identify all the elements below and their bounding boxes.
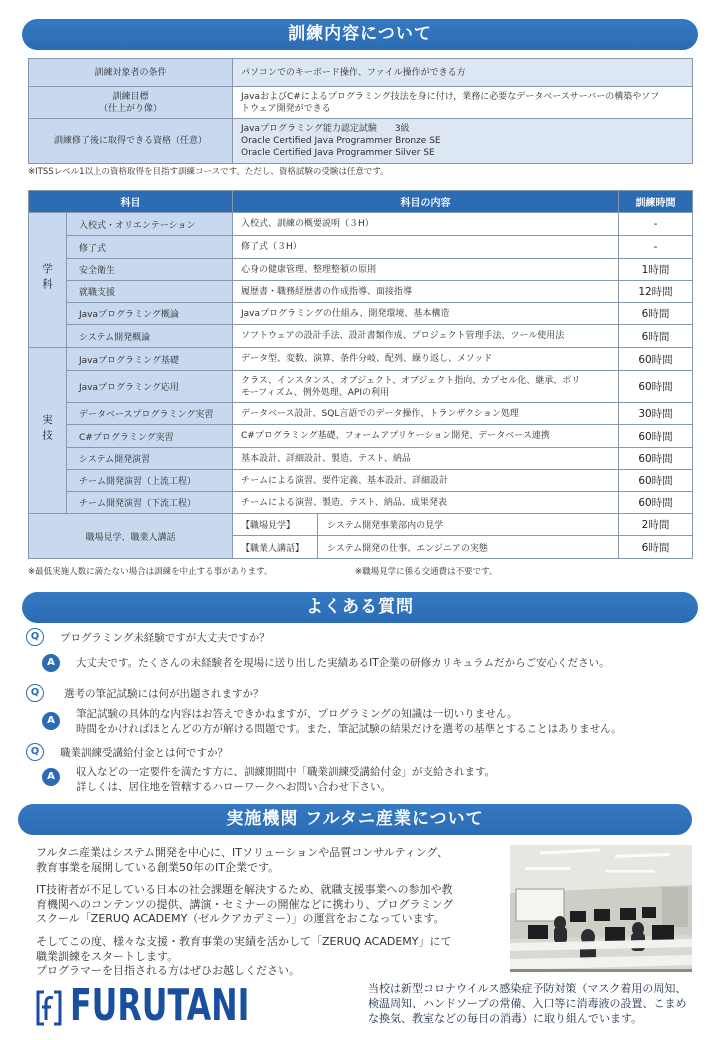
extra-label: 職場見学、職業人講話	[29, 514, 233, 559]
faq-question: プログラミング未経験ですが大丈夫ですか？	[60, 632, 270, 644]
group-cell-jitsugi	[29, 348, 67, 514]
subject-name: システム開発概論	[67, 325, 233, 348]
subject-hours: 1時間	[619, 259, 693, 281]
section-banner-faq: よくある質問	[22, 592, 698, 623]
subject-content: クラス、インスタンス、オブジェクト、オブジェクト指向、カプセル化、継承、ポリモーフィズム、例外処理、APIの利用	[233, 371, 619, 403]
subject-hours: 60時間	[619, 470, 693, 492]
subject-content: 心身の健康管理、整理整頓の原則	[233, 259, 619, 281]
extra-hours: 6時間	[619, 536, 693, 559]
photo-wall-panel	[662, 887, 688, 927]
subject-hours: 60時間	[619, 371, 693, 403]
subject-name: Javaプログラミング基礎	[67, 348, 233, 371]
answer-circle-icon: A	[42, 654, 60, 672]
subject-name: Javaプログラミング応用	[67, 371, 233, 403]
curriculum-table	[28, 190, 693, 559]
subject-name: C#プログラミング実習	[67, 425, 233, 448]
table-row	[29, 87, 693, 119]
table-row	[29, 492, 693, 514]
company-paragraph: そしてこの度、様々な支援・教育事業の実績を活かして「ZERUQ ACADEMY」にて 職業訓練をスタートします。 プログラマーを目指される方はぜひお越しください。	[36, 935, 452, 977]
subject-content: チームによる演習、要件定義、基本設計、詳細設計	[233, 470, 619, 492]
extra-content: システム開発の仕事、エンジニアの実態	[318, 536, 619, 559]
subject-name: システム開発演習	[67, 448, 233, 470]
subject-hours: 60時間	[619, 425, 693, 448]
table-row	[29, 325, 693, 348]
subject-hours: 6時間	[619, 325, 693, 348]
table-row	[29, 119, 693, 164]
extra-content: システム開発事業部内の見学	[318, 514, 619, 536]
subject-content: 履歴書・職務経歴書の作成指導、面接指導	[233, 281, 619, 303]
subject-name: データベースプログラミング実習	[67, 403, 233, 425]
requirements-table	[28, 58, 693, 164]
subject-name: 修了式	[67, 236, 233, 259]
curriculum-note-transport: ※職場見学に係る交通費は不要です。	[355, 567, 498, 577]
table-row	[29, 348, 693, 371]
requirement-value: JavaおよびC#によるプログラミング技法を身に付け，業務に必要なデータベースサーバーの構築やソフトウェア開発ができる	[233, 87, 693, 119]
section-banner-company: 実施機関 フルタニ産業について	[18, 804, 692, 835]
subject-content: データ型、変数、演算、条件分岐、配列、繰り返し、メソッド	[233, 348, 619, 371]
subject-content: Javaプログラミングの仕組み、開発環境、基本構造	[233, 303, 619, 325]
subject-content: データベース設計、SQL言語でのデータ操作、トランザクション処理	[233, 403, 619, 425]
table-row	[29, 59, 693, 87]
subject-hours: 60時間	[619, 492, 693, 514]
subject-hours: -	[619, 236, 693, 259]
question-circle-icon: Q	[26, 628, 44, 646]
subject-name: 入校式・オリエンテーション	[67, 213, 233, 236]
requirements-note: ※ITSSレベル1以上の資格取得を目指す訓練コースです。ただし、資格試験の受験は任意です。	[28, 167, 389, 177]
faq-answer: 大丈夫です。たくさんの未経験者を現場に送り出した実績あるIT企業の研修カリキュラムだからご安心ください。	[76, 657, 610, 669]
subject-content: ソフトウェアの設計手法、設計書類作成、プロジェクト管理手法、ツール使用法	[233, 325, 619, 348]
table-row	[29, 303, 693, 325]
logo-bracket-right	[54, 992, 60, 1024]
header-subject: 科目	[29, 191, 233, 213]
furutani-logo-text: FURUTANI	[70, 980, 250, 1031]
subject-content: 修了式（３H）	[233, 236, 619, 259]
faq-answer: 筆記試験の具体的な内容はお答えできかねますが、プログラミングの知識は一切いりません。 時間をかければほとんどの方が解ける問題です。また、筆記試験の結果だけを選考の基準とすることはありません。	[76, 708, 622, 735]
table-row	[29, 448, 693, 470]
extra-hours: 2時間	[619, 514, 693, 536]
subject-content: 基本設計、詳細設計、製造、テスト、納品	[233, 448, 619, 470]
company-paragraph: IT技術者が不足している日本の社会課題を解決するため、就職支援事業への参加や教 育機関へのコンテンツの提供、講演・セミナーの開催などに携わり、プログラミング スクール「ZERUQ ACADEMY（ゼルクアカデミー）」の運営をおこなっています。	[36, 883, 454, 925]
faq-question: 職業訓練受講給付金とは何ですか？	[60, 747, 228, 759]
subject-hours: 6時間	[619, 303, 693, 325]
photo-whiteboard	[516, 889, 564, 921]
subject-hours: 60時間	[619, 448, 693, 470]
table-row	[29, 514, 693, 536]
subject-name: 安全衛生	[67, 259, 233, 281]
subject-hours: 30時間	[619, 403, 693, 425]
subject-content: C#プログラミング基礎、フォームアプリケーション開発、データベース連携	[233, 425, 619, 448]
question-circle-icon: Q	[26, 684, 44, 702]
extra-tag: 【職業人講話】	[233, 536, 318, 559]
header-content: 科目の内容	[233, 191, 619, 213]
covid-notice: 当校は新型コロナウイルス感染症予防対策（マスク着用の周知、 検温周知、ハンドソープの常備、入口等に消毒液の設置、こまめ な換気、教室などの毎日の消毒）に取り組んでいます。	[368, 982, 687, 1025]
requirement-label: 訓練目標 （仕上がり像）	[29, 87, 233, 119]
subject-name: Javaプログラミング概論	[67, 303, 233, 325]
answer-circle-icon: A	[42, 768, 60, 786]
classroom-photo	[510, 845, 692, 972]
faq-question: 選考の筆記試験には何が出題されますか？	[64, 688, 264, 700]
requirement-value: パソコンでのキーボード操作、ファイル操作ができる方	[233, 59, 693, 87]
curriculum-note-minimum: ※最低実施人数に満たない場合は訓練を中止する事があります。	[28, 567, 273, 577]
table-row	[29, 425, 693, 448]
table-row	[29, 213, 693, 236]
table-row	[29, 259, 693, 281]
photo-floor	[510, 969, 692, 972]
furutani-logo-mark-icon	[34, 988, 64, 1028]
subject-name: チーム開発演習（上流工程）	[67, 470, 233, 492]
faq-answer: 収入などの一定要件を満たす方に、訓練期間中「職業訓練受講給付金」が支給されます。 詳しくは、居住地を管轄するハローワークへお問い合わせ下さい。	[76, 766, 496, 793]
answer-circle-icon: A	[42, 712, 60, 730]
subject-hours: 60時間	[619, 348, 693, 371]
group-label: 実技	[41, 413, 53, 445]
header-hours: 訓練時間	[619, 191, 693, 213]
extra-tag: 【職場見学】	[233, 514, 318, 536]
section-banner-training: 訓練内容について	[22, 19, 698, 50]
table-row	[29, 470, 693, 492]
group-label: 学科	[41, 263, 53, 294]
company-paragraph: フルタニ産業はシステム開発を中心に、ITソリューションや品質コンサルティング、 教育事業を展開している創業50年のIT企業です。	[36, 846, 449, 874]
table-row	[29, 403, 693, 425]
requirement-label: 訓練対象者の条件	[29, 59, 233, 87]
table-row	[29, 371, 693, 403]
subject-name: 就職支援	[67, 281, 233, 303]
subject-content: チームによる演習、製造、テスト、納品、成果発表	[233, 492, 619, 514]
logo-letter-f	[42, 997, 53, 1020]
group-cell-gakka	[29, 213, 67, 348]
subject-content: 入校式、訓練の概要説明（３H）	[233, 213, 619, 236]
subject-name: チーム開発演習（下流工程）	[67, 492, 233, 514]
subject-hours: 12時間	[619, 281, 693, 303]
requirement-value: Javaプログラミング能力認定試験 3級 Oracle Certified Java Programmer Bronze SE Oracle Certified Java Programmer Silver SE	[233, 119, 693, 164]
subject-hours: -	[619, 213, 693, 236]
question-circle-icon: Q	[26, 743, 44, 761]
table-row	[29, 281, 693, 303]
table-row	[29, 236, 693, 259]
table-header-row	[29, 191, 693, 213]
requirement-label: 訓練修了後に取得できる資格（任意）	[29, 119, 233, 164]
